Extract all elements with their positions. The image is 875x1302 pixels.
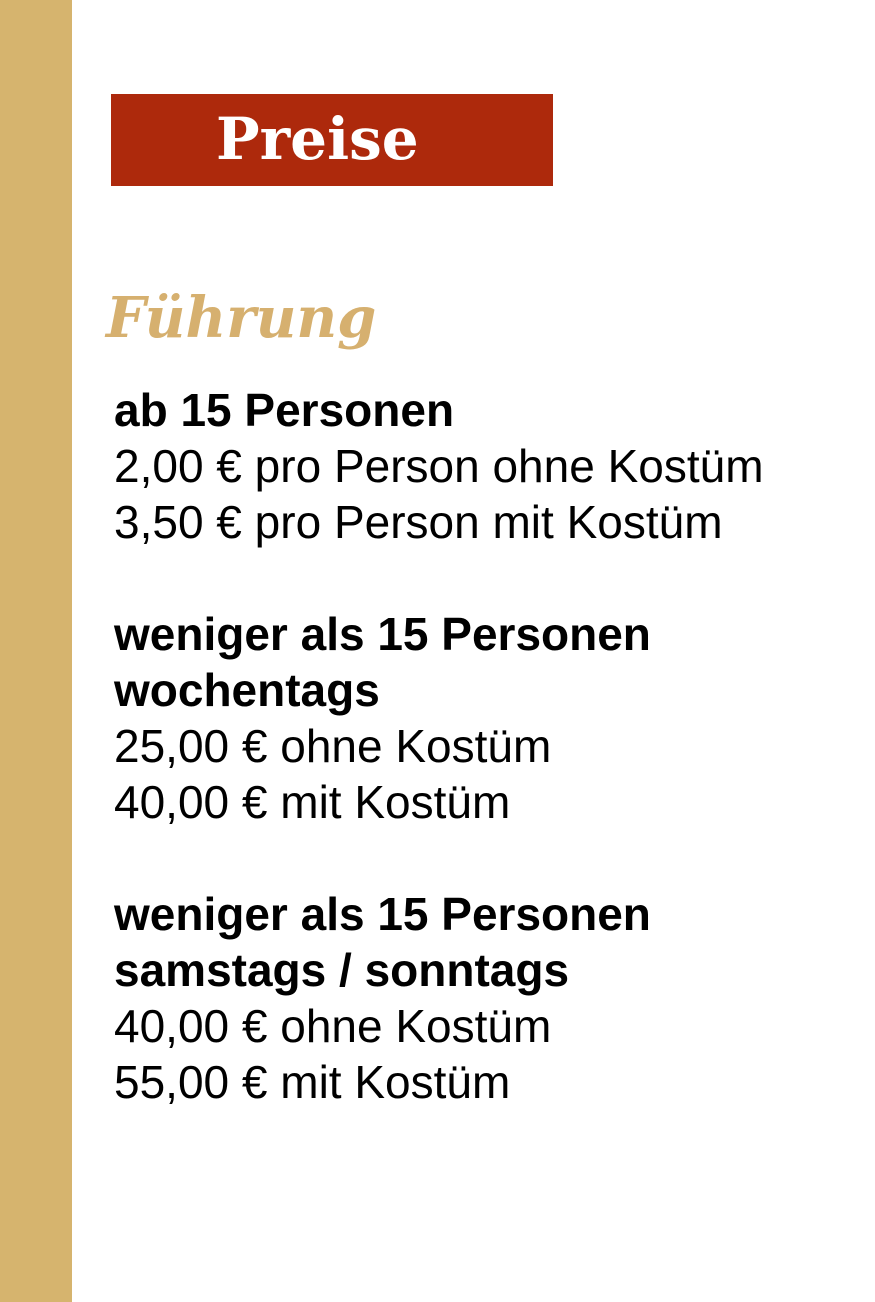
price-group-heading: ab 15 Personen	[114, 384, 455, 436]
page-title: Preise	[216, 105, 419, 173]
title-banner	[111, 94, 553, 186]
price-group-heading: weniger als 15 Personen	[114, 608, 651, 660]
price-group-heading: weniger als 15 Personen	[114, 888, 651, 940]
price-group-subheading: samstags / sonntags	[114, 944, 570, 996]
price-line: 40,00 € ohne Kostüm	[114, 1000, 552, 1052]
section-heading: Führung	[106, 285, 377, 351]
price-group-subheading: wochentags	[114, 664, 380, 716]
price-line: 3,50 € pro Person mit Kostüm	[114, 496, 723, 548]
price-line: 40,00 € mit Kostüm	[114, 776, 511, 828]
price-group-group-of-15-plus	[114, 382, 764, 550]
price-line: 2,00 € pro Person ohne Kostüm	[114, 440, 764, 492]
price-group-small-weekend	[114, 886, 651, 1110]
decorative-side-bar	[0, 0, 72, 1302]
price-line: 55,00 € mit Kostüm	[114, 1056, 511, 1108]
price-group-small-weekday	[114, 606, 651, 830]
price-line: 25,00 € ohne Kostüm	[114, 720, 552, 772]
